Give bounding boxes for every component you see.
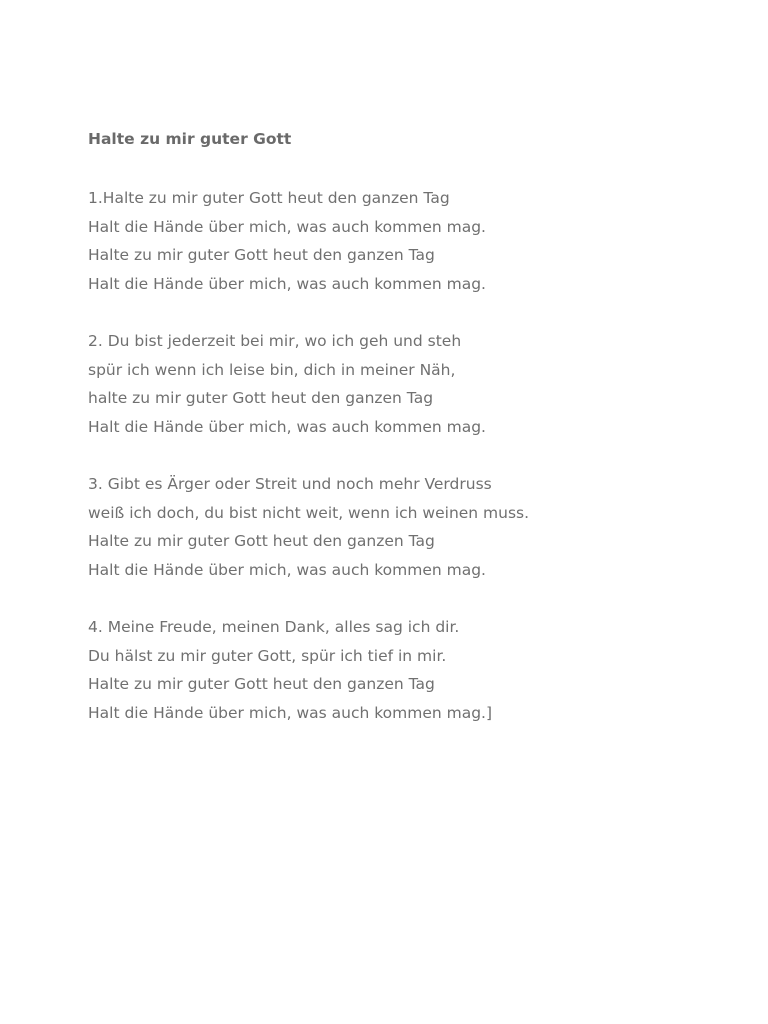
stanza-line: Halt die Hände über mich, was auch kommen mag.] xyxy=(88,703,493,722)
stanza-line: Halt die Hände über mich, was auch kommen mag. xyxy=(88,274,486,293)
stanza-line: 3. Gibt es Ärger oder Streit und noch mehr Verdruss xyxy=(88,475,492,493)
stanza-line: Halt die Hände über mich, was auch kommen mag. xyxy=(88,417,486,436)
stanza-line: halte zu mir guter Gott heut den ganzen Tag xyxy=(88,389,434,407)
stanza-line: Halte zu mir guter Gott heut den ganzen Tag xyxy=(88,532,435,550)
stanza-line: 2. Du bist jederzeit bei mir, wo ich geh und steh xyxy=(88,332,462,350)
stanza-line: weiß ich doch, du bist nicht weit, wenn ich weinen muss. xyxy=(88,503,530,522)
stanza-2 xyxy=(88,327,728,441)
stanza-line: 1.Halte zu mir guter Gott heut den ganzen Tag xyxy=(88,189,450,207)
stanza-4 xyxy=(88,613,728,727)
song-title: Halte zu mir guter Gott xyxy=(88,130,292,148)
stanza-line: Halte zu mir guter Gott heut den ganzen Tag xyxy=(88,246,435,264)
stanza-line: Halt die Hände über mich, was auch kommen mag. xyxy=(88,217,486,236)
stanza-line: 4. Meine Freude, meinen Dank, alles sag ich dir. xyxy=(88,618,460,636)
stanza-3 xyxy=(88,470,728,584)
document-page xyxy=(88,127,728,756)
stanza-line: spür ich wenn ich leise bin, dich in meiner Näh, xyxy=(88,360,456,379)
stanza-1 xyxy=(88,184,728,298)
stanza-line: Du hälst zu mir guter Gott, spür ich tief in mir. xyxy=(88,646,447,665)
stanza-line: Halte zu mir guter Gott heut den ganzen Tag xyxy=(88,675,435,693)
stanza-line: Halt die Hände über mich, was auch kommen mag. xyxy=(88,560,486,579)
